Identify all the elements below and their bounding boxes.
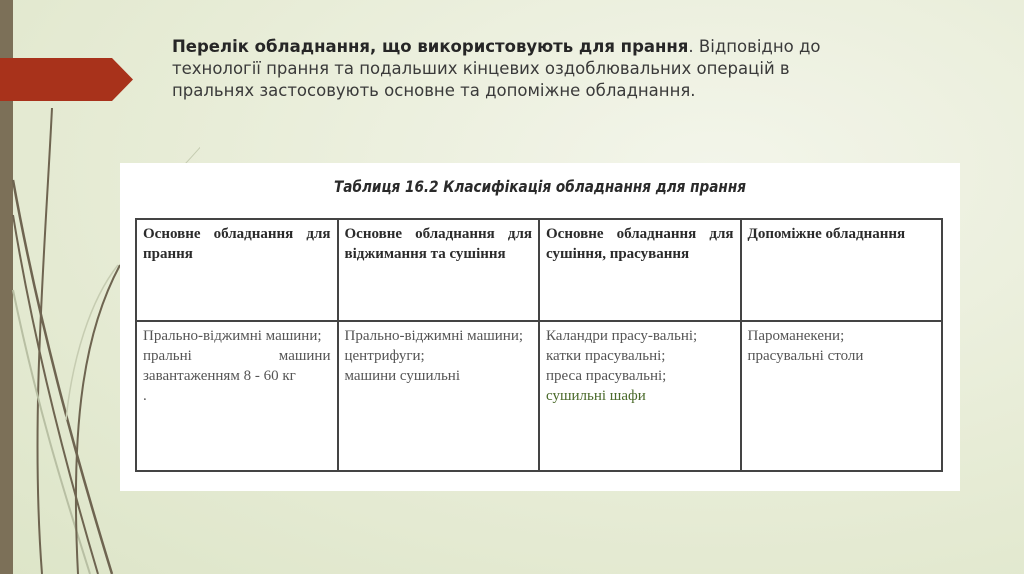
table-cell: Пароманекени; прасувальні столи: [741, 321, 943, 471]
table-image: [120, 163, 960, 491]
intro-paragraph: [172, 36, 872, 102]
table-row: [136, 321, 942, 471]
intro-bold-heading: Перелік обладнання, що використовують для прання: [172, 37, 689, 56]
table-caption: Таблиця 16.2 Класифікація обладнання для прання: [334, 177, 746, 196]
table-cell: Каландри прасу-вальні; катки прасувальні; преса прасувальні; сушильні шафи: [539, 321, 741, 471]
red-arrow-banner: [0, 58, 133, 101]
table-header-row: [136, 219, 942, 321]
table-cell: Прально-віджимні машини; центрифуги; машини сушильні: [338, 321, 540, 471]
table-cell: Прально-віджимні машини; пральні машини завантаженням 8 - 60 кг .: [136, 321, 338, 471]
intro-text: . Відповідно до технології прання та подальших кінцевих оздоблювальних операцій в пральнях застосовують основне та допоміжне обладнання.: [172, 37, 821, 100]
header-cell-auxiliary: Допоміжне обладнання: [741, 219, 943, 321]
classification-table: [135, 218, 943, 472]
header-cell-washing: Основне обладнання для прання: [136, 219, 338, 321]
header-cell-drying-ironing: Основне обладнання для сушіння, прасування: [539, 219, 741, 321]
header-cell-spinning-drying: Основне обладнання для віджимання та сушіння: [338, 219, 540, 321]
